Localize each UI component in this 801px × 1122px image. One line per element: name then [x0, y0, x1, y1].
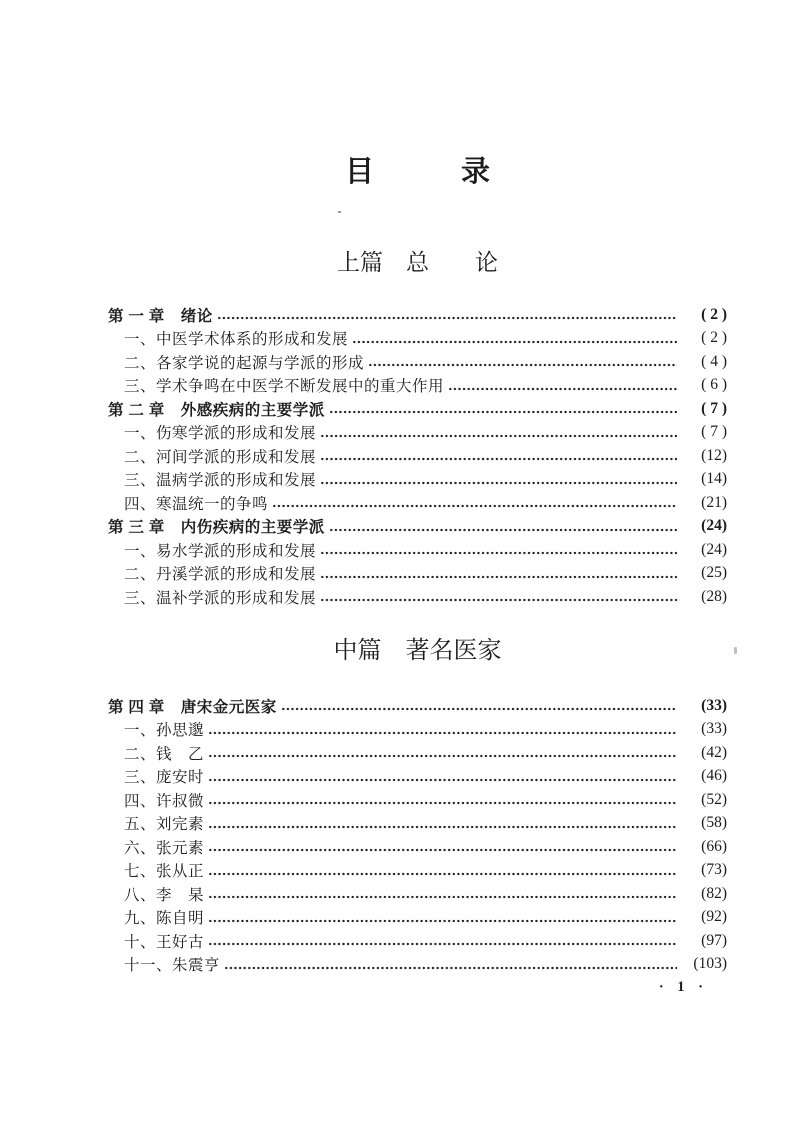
- dot-leader: [352, 327, 677, 351]
- toc-entry: [108, 953, 727, 977]
- toc-entry: [108, 585, 727, 609]
- dot-leader: [208, 812, 677, 836]
- toc-entry: [108, 397, 727, 421]
- dot-leader: [448, 374, 677, 398]
- toc-entry: [108, 421, 727, 445]
- folio-page-number: · 1 ·: [658, 979, 708, 995]
- entry-title: 第 三 章 内伤疾病的主要学派: [108, 519, 325, 537]
- section-heading: 上篇 总 论: [337, 250, 498, 275]
- toc-entry-list: [108, 694, 727, 976]
- entry-title: 四、许叔微: [124, 792, 205, 810]
- toc-entry: [108, 327, 727, 351]
- entry-title: 二、钱 乙: [124, 745, 205, 763]
- dot-leader: [208, 765, 677, 789]
- entry-page-number: (66): [701, 837, 727, 855]
- dot-leader: [208, 859, 677, 883]
- toc-entry: [108, 444, 727, 468]
- entry-title: 第 一 章 绪论: [108, 307, 213, 325]
- dot-leader: [281, 694, 677, 718]
- entry-page-number: ( 2 ): [701, 305, 727, 323]
- toc-entry: [108, 812, 727, 836]
- entry-page-number: (42): [701, 743, 727, 761]
- entry-title: 二、河间学派的形成和发展: [124, 448, 317, 466]
- entry-title: 第 二 章 外感疾病的主要学派: [108, 401, 325, 419]
- toc-entry: [108, 859, 727, 883]
- dot-leader: [320, 468, 677, 492]
- entry-page-number: ( 7 ): [701, 423, 727, 441]
- toc-entry: [108, 765, 727, 789]
- dot-leader: [329, 397, 677, 421]
- dot-leader: [208, 741, 677, 765]
- toc-entry: [108, 718, 727, 742]
- dot-leader: [208, 906, 677, 930]
- toc-entry: [108, 515, 727, 539]
- entry-page-number: (24): [701, 517, 727, 535]
- toc-entry-list: [108, 303, 727, 609]
- dot-leader: [320, 538, 677, 562]
- toc-entry: [108, 788, 727, 812]
- dot-leader: [224, 953, 677, 977]
- entry-page-number: (46): [701, 767, 727, 785]
- toc-entry: [108, 350, 727, 374]
- dot-leader: [368, 350, 677, 374]
- dot-leader: [208, 835, 677, 859]
- entry-title: 一、孙思邈: [124, 722, 205, 740]
- entry-page-number: (25): [701, 564, 727, 582]
- entry-page-number: (92): [701, 908, 727, 926]
- entry-title: 三、学术争鸣在中医学不断发展中的重大作用: [124, 378, 445, 396]
- entry-page-number: (14): [701, 470, 727, 488]
- dot-leader: [320, 421, 677, 445]
- dot-leader: [272, 491, 677, 515]
- dot-leader: [208, 929, 677, 953]
- toc-entry: [108, 303, 727, 327]
- dot-leader: [208, 882, 677, 906]
- entry-title: 十一、朱震亨: [124, 957, 221, 975]
- entry-title: 八、李 杲: [124, 886, 205, 904]
- dot-leader: [217, 303, 677, 327]
- entry-title: 三、庞安时: [124, 769, 205, 787]
- entry-page-number: ( 6 ): [701, 376, 727, 394]
- dot-leader: [320, 585, 677, 609]
- entry-title: 第 四 章 唐宋金元医家: [108, 698, 277, 716]
- dot-leader: [208, 718, 677, 742]
- toc-entry: [108, 906, 727, 930]
- toc-entry: [108, 468, 727, 492]
- entry-page-number: (103): [693, 955, 727, 973]
- entry-page-number: (52): [701, 790, 727, 808]
- entry-title: 一、中医学术体系的形成和发展: [124, 331, 349, 349]
- entry-title: 三、温补学派的形成和发展: [124, 589, 317, 607]
- entry-title: 二、各家学说的起源与学派的形成: [124, 354, 365, 372]
- entry-page-number: (12): [701, 446, 727, 464]
- entry-page-number: (24): [701, 540, 727, 558]
- dot-leader: [329, 515, 677, 539]
- entry-page-number: (33): [701, 720, 727, 738]
- entry-title: 四、寒温统一的争鸣: [124, 495, 269, 513]
- dot-leader: [208, 788, 677, 812]
- toc-entry: [108, 694, 727, 718]
- entry-title: 六、张元素: [124, 839, 205, 857]
- toc-entry: [108, 741, 727, 765]
- entry-title: 二、丹溪学派的形成和发展: [124, 566, 317, 584]
- toc-content: [108, 0, 727, 1122]
- entry-title: 三、温病学派的形成和发展: [124, 472, 317, 490]
- entry-page-number: (73): [701, 861, 727, 879]
- page-title: 目 录: [344, 156, 490, 188]
- toc-entry: [108, 562, 727, 586]
- dot-leader: [320, 444, 677, 468]
- scan-artifact-speck: [734, 647, 737, 654]
- entry-page-number: (28): [701, 587, 727, 605]
- entry-page-number: (82): [701, 884, 727, 902]
- entry-page-number: (21): [701, 493, 727, 511]
- entry-page-number: ( 4 ): [701, 352, 727, 370]
- entry-title: 七、张从正: [124, 863, 205, 881]
- toc-entry: [108, 835, 727, 859]
- toc-entry: [108, 491, 727, 515]
- entry-title: 五、刘完素: [124, 816, 205, 834]
- toc-entry: [108, 538, 727, 562]
- toc-entry: [108, 374, 727, 398]
- entry-page-number: ( 7 ): [701, 399, 727, 417]
- entry-page-number: ( 2 ): [701, 329, 727, 347]
- entry-title: 一、伤寒学派的形成和发展: [124, 425, 317, 443]
- toc-entry: [108, 882, 727, 906]
- section-heading: 中篇 著名医家: [333, 638, 502, 664]
- entry-title: 一、易水学派的形成和发展: [124, 542, 317, 560]
- toc-entry: [108, 929, 727, 953]
- entry-page-number: (97): [701, 931, 727, 949]
- dot-leader: [320, 562, 677, 586]
- entry-page-number: (58): [701, 814, 727, 832]
- scan-artifact-speck: [338, 211, 341, 213]
- entry-title: 九、陈自明: [124, 910, 205, 928]
- entry-page-number: (33): [701, 696, 727, 714]
- entry-title: 十、王好古: [124, 933, 205, 951]
